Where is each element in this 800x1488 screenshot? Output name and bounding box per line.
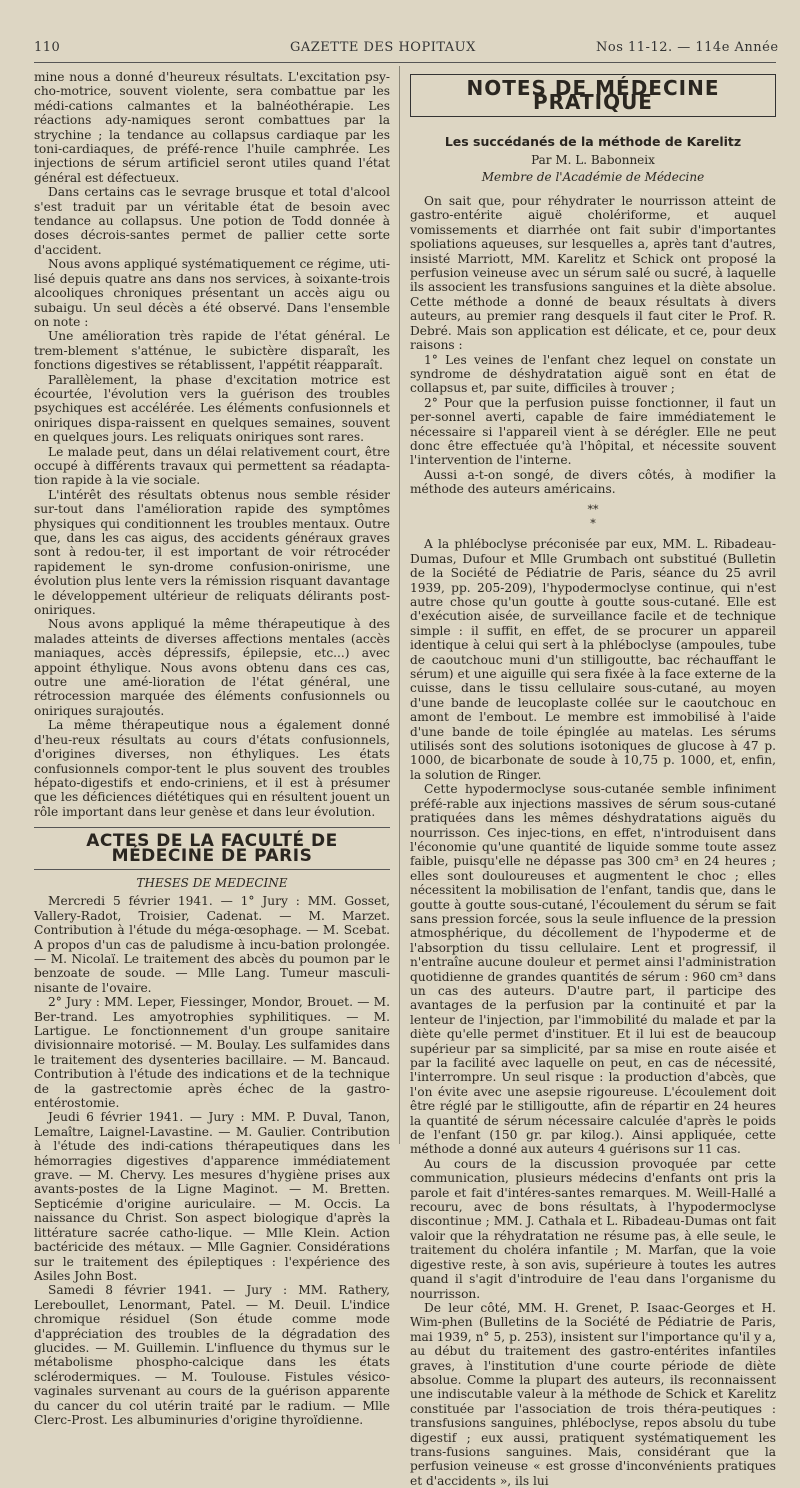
right-paragraph-3: 2° Pour que la perfusion puisse fonctionner, il faut un per-sonnel averti, capable de faire immédiatement le nécessaire si l'appareil vient à se dérégler. Elle ne peut donc être effectuée qu'à l'hôpital, et nécessite souvent l'intervention de l'interne. <box>410 395 776 468</box>
right-paragraph-6: Cette hypodermoclyse sous-cutanée semble infiniment préfé-rable aux injections massives de sérum sous-cutané pratiquées dans les mêmes déshydratations aiguës du nourrisson. Ces injec-tions, en effet, n'introduisent dans l'économie qu'une quantité de liquide somme toute assez faible, puisqu'elle ne dépasse pas 300 cm³ en 24 heures ; elles sont douloureuses et augmentent le choc ; elles nécessitent la mobilisation de l'enfant, tandis que, dans le goutte à goutte sous-cutané, l'écoulement du sérum se fait sans pression forcée, sous la seule influence de la pression atmosphérique, du décollement de l'hypoderme et de l'absorption du tissu cellulaire. Lent et progressif, il n'entraîne aucune douleur et permet ainsi l'administration quotidienne de grandes quantités de sérum : 960 cm³ dans un cas des auteurs. D'autre part, il participe des avantages de la perfusion par la continuité et par la lenteur de l'injection, par l'immobilité du malade et par la diète qu'elle permet d'instituer. Et il lui est de beaucoup supérieur par sa simplicité, par sa mise en route aisée et par la facilité avec laquelle on peut, en cas de nécessité, l'interrompre. Un seul risque : la production d'abcès, que l'on évite avec une asepsie rigoureuse. L'écoulement doit être réglé par le stilligoutte, afin de répartir en 24 heures la quantité de sérum nécessaire calculée d'après le poids de l'enfant (150 gr. par kilog.). Ainsi appliquée, cette méthode a donné aux auteurs 4 guérisons sur 11 cas. <box>410 782 776 1157</box>
left-paragraph-3: Nous avons appliqué systématiquement ce régime, uti-lisé depuis quatre ans dans nos services, à soixante-trois alcooliques chroniques présentant un accès aigu ou subaigu. Un seul décès a été observé. Dans l'ensemble on note : <box>34 257 390 329</box>
theses-subtitle: THESES DE MEDECINE <box>136 875 288 890</box>
right-paragraph-5: A la phléboclyse préconisée par eux, MM. L. Ribadeau-Dumas, Dufour et Mlle Grumbach ont substitué (Bulletin de la Société de Pédiatrie de Paris, séance du 25 avril 1939, pp. 205-209), l'hypodermoclyse continue, qui n'est autre chose qu'un goutte à goutte sous-cutané. Elle est d'exécution aisée, de surveillance facile et de technique simple : il suffit, en effet, de se procurer un appareil identique à celui qui sert à la phléboclyse (ampoules, tube de caoutchouc muni d'un stilligoutte, bac réchauffant le sérum) et une aiguille qui sera fixée à la face externe de la cuisse, dans le tissu cellulaire sous-cutané, au moyen d'une bande de leucoplaste collée sur le caoutchouc en amont de l'embout. Le membre est immobilisé à l'aide d'une bande de toile épinglée au matelas. Les sérums utilisés sont des solutions isotoniques de glucose à 47 p. 1000, de bicarbonate de soude à 10,75 p. 1000, et, enfin, la solution de Ringer. <box>410 537 776 782</box>
right-paragraph-2: 1° Les veines de l'enfant chez lequel on constate un syndrome de déshydratation aiguë sont en état de collapsus et, par suite, difficiles à trouver ; <box>410 352 776 396</box>
right-column <box>410 70 776 1488</box>
header-rule <box>34 62 776 63</box>
faculty-section-title: ACTES DE LA FACULTÉ DE MÉDECINE DE PARIS <box>86 831 338 866</box>
issue-info: Nos 11-12. — 114e Année <box>596 40 779 55</box>
left-paragraph-4: Une amélioration très rapide de l'état général. Le trem-blement s'atténue, le subictère disparaît, les fonctions digestives se rétablissent, l'appétit réapparaît. <box>34 329 390 373</box>
page-number: 110 <box>34 40 61 55</box>
column-divider <box>399 66 400 1144</box>
right-paragraph-8: De leur côté, MM. H. Grenet, P. Isaac-Georges et H. Wim-phen (Bulletins de la Société de Pédiatrie de Paris, mai 1939, n° 5, p. 253), insistent sur l'importance qu'il y a, au début du traitement des gastro-entérites infantiles graves, à l'institution d'une courte période de diète absolue. Comme la plupart des auteurs, ils reconnaissent une indiscutable valeur à la méthode de Schick et Karelitz constituée par l'association de trois théra-peutiques : transfusions sanguines, phléboclyse, repos absolu du tube digestif ; eux aussi, pratiquent systématiquement les trans-fusions sanguines. Mais, considérant que la perfusion veineuse « est grosse d'inconvénients pratiques et d'accidents », ils lui <box>410 1300 776 1488</box>
left-paragraph-9: La même thérapeutique nous a également donné d'heu-reux résultats au cours d'états confusionnels, d'origines diverses, non éthyliques. Les états confusionnels compor-tent le plus souvent des troubles hépato-digestifs et endo-criniens, et il est à présumer que les déficiences diététiques qui en résultent jouent un rôle important dans leur genèse et dans leur évolution. <box>34 718 390 819</box>
left-paragraph-2: Dans certains cas le sevrage brusque et total d'alcool s'est traduit par un véritable état de besoin avec tendance au collapsus. Une potion de Todd donnée à doses décrois-santes permet de pallier cette sorte d'accident. <box>34 185 390 257</box>
thesis-entry: 2° Jury : MM. Leper, Fiessinger, Mondor, Brouet. — M. Ber-trand. Les amyotrophies syphilitiques. — M. Lartigue. Le fonctionnement d'un groupe sanitaire divisionnaire motorisé. — M. Boulay. Les sulfamides dans le traitement des dysenteries bacillaire. — M. Bancaud. Contribution à l'étude des indications et de la technique de la gastrectomie après échec de la gastro-entérostomie. <box>34 995 390 1111</box>
article-title: Les succédanés de la méthode de Karelitz <box>444 133 742 149</box>
notes-title-box <box>410 74 776 117</box>
left-paragraph-1: mine nous a donné d'heureux résultats. L'excitation psy-cho-motrice, souvent violente, sera combattue par les médi-cations calmantes et la balnéothérapie. Les réactions ady-namiques seront combattues par la strychine ; la tendance au collapsus cardiaque par les toni-cardiaques, de préfé-rence l'huile camphrée. Les injections de sérum artificiel seront utiles quand l'état général est défectueux. <box>34 70 390 185</box>
notes-section-title: NOTES DE MÉDECINE PRATIQUE <box>466 76 720 115</box>
journal-title: GAZETTE DES HOPITAUX <box>290 40 476 55</box>
left-paragraph-8: Nous avons appliqué la même thérapeutique à des malades atteints de diverses affections mentales (accès maniaques, accès dépressifs, épilepsie, etc...) avec appoint éthylique. Nous avons obtenu dans ces cas, outre une amé-lioration de l'état général, une rétrocession marquée des éléments confusionnels ou oniriques surajoutés. <box>34 617 390 718</box>
thesis-entry: Jeudi 6 février 1941. — Jury : MM. P. Duval, Tanon, Lemaître, Laignel-Lavastine. — M. Gaulier. Contribution à l'étude des indi-cations thérapeutiques dans les hémorragies digestives d'apparence immédiatement grave. — M. Chervy. Les mesures d'hygiène prises aux avants-postes de la Ligne Maginot. — M. Bretten. Septicémie d'origine auriculaire. — M. Occis. La naissance du Christ. Son aspect biologique d'après la littérature sacrée catho-lique. — Mlle Klein. Action bactéricide des métaux. — Mlle Gagnier. Considérations sur le traitement des épileptiques : l'expérience des Asiles John Bost. <box>34 1110 390 1283</box>
left-paragraph-7: L'intérêt des résultats obtenus nous semble résider sur-tout dans l'amélioration rapide des symptômes physiques qui conditionnent les troubles mentaux. Outre que, dans les cas aigus, des accidents généraux graves sont à redou-ter, il est important de voir rétrocéder rapidement le syn-drome confusion-onirisme, une évolution plus lente vers la rémission risquant davantage le développement ultérieur de reliquats délirants post-oniriques. <box>34 487 390 618</box>
right-paragraph-7: Au cours de la discussion provoquée par cette communication, plusieurs médecins d'enfants ont pris la parole et fait d'intéres-santes remarques. M. Weill-Hallé a recouru, avec de bons résultats, à l'hypodermoclyse discontinue ; MM. J. Cathala et L. Ribadeau-Dumas ont fait valoir que la réhydratation ne résume pas, à elle seule, le traitement du choléra infantile ; M. Marfan, que la voie digestive reste, à son avis, supérieure à toutes les autres quand il s'agit d'introduire de l'eau dans l'organisme du nourrisson. <box>410 1156 776 1301</box>
article-author: Par M. L. Babonneix <box>531 153 655 168</box>
right-paragraph-1: On sait que, pour réhydrater le nourrisson atteint de gastro-entérite aiguë cholériforme, et auquel vomissements et diarrhée ont fait subir d'importantes spoliations aqueuses, sur lesquelles a, après tant d'autres, insisté Marriott, MM. Karelitz et Schick ont proposé la perfusion veineuse avec un sérum salé ou sucré, à laquelle ils associent les transfusions sanguines et la diète absolue. Cette méthode a donné de beaux résultats à divers auteurs, au premier rang desquels il faut citer le Prof. R. Debré. Mais son application est délicate, et ce, pour deux raisons : <box>410 194 776 353</box>
right-paragraph-4: Aussi a-t-on songé, de divers côtés, à modifier la méthode des auteurs américains. <box>410 467 776 497</box>
thesis-entry: Samedi 8 février 1941. — Jury : MM. Rathery, Lereboullet, Lenormant, Patel. — M. Deuil. L'indice chromique résiduel (Son étude comme mode d'appréciation des troubles de la dégradation des glucides. — M. Guillemin. L'influence du thymus sur le métabolisme phospho-calcique dans les états sclérodermiques. — M. Toulouse. Fistules vésico-vaginales survenant au cours de la guérison apparente du cancer du col utérin traité par le radium. — Mlle Clerc-Prost. Les albuminuries d'origine thyroïdienne. <box>34 1283 390 1427</box>
thesis-entry: Mercredi 5 février 1941. — 1° Jury : MM. Gosset, Vallery-Radot, Troisier, Cadenat. — M. Marzet. Contribution à l'étude du méga-œsophage. — M. Scebat. A propos d'un cas de paludisme à incu-bation prolongée. — M. Nicolaï. Le traitement des abcès du poumon par le benzoate de soude. — Mlle Lang. Tumeur masculi-nisante de l'ovaire. <box>34 894 390 995</box>
section-rule <box>34 827 390 828</box>
left-paragraph-6: Le malade peut, dans un délai relativement court, être occupé à différents travaux qui permettent sa réadapta-tion rapide à la vie sociale. <box>34 444 390 488</box>
left-paragraph-5: Parallèlement, la phase d'excitation motrice est écourtée, l'évolution vers la guérison des troubles psychiques est accélérée. Les éléments confusionnels et oniriques dispa-raissent en quelques semaines, souvent en quelques jours. Les reliquats oniriques sont rares. <box>34 372 390 445</box>
left-column <box>34 70 390 1427</box>
section-stars: ** * <box>587 502 599 530</box>
section-rule <box>34 869 390 870</box>
article-affiliation: Membre de l'Académie de Médecine <box>481 169 705 184</box>
